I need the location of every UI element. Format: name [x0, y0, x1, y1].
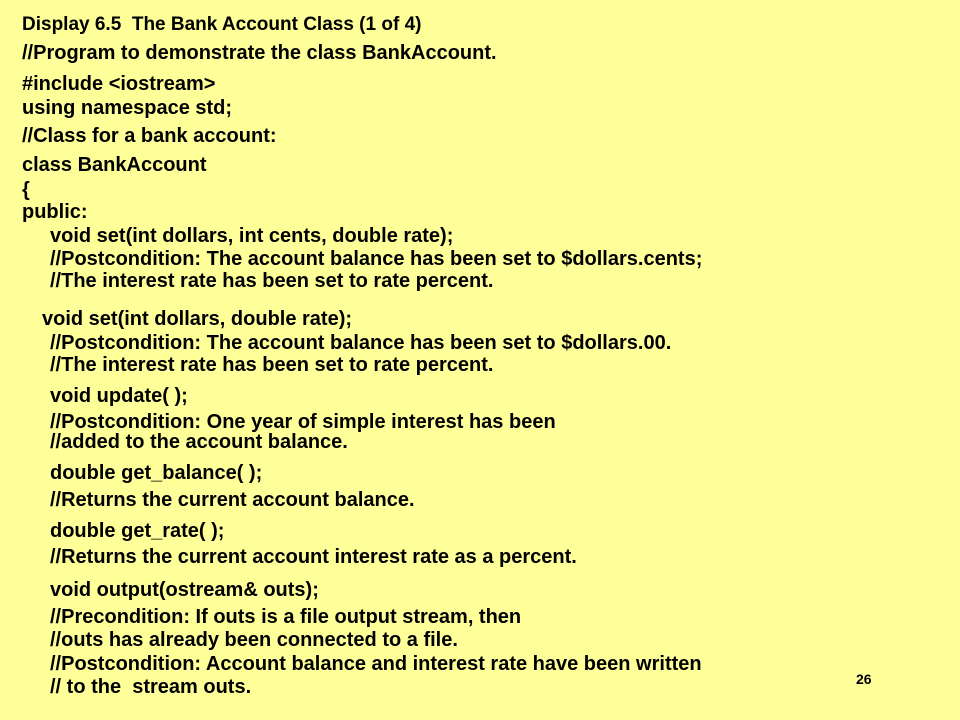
- code-method-decl: double get_balance( );: [50, 462, 263, 484]
- code-method-decl: void set(int dollars, double rate);: [42, 308, 353, 330]
- code-comment: //Class for a bank account:: [22, 125, 277, 147]
- code-comment: //added to the account balance.: [50, 431, 348, 453]
- code-public: public:: [22, 201, 88, 223]
- code-comment: //Postcondition: Account balance and interest rate have been written: [50, 653, 702, 675]
- page-number: 26: [856, 671, 872, 687]
- code-comment: //The interest rate has been set to rate percent.: [50, 354, 494, 376]
- code-comment: //outs has already been connected to a file.: [50, 629, 458, 651]
- code-using: using namespace std;: [22, 97, 233, 119]
- code-comment: //Postcondition: The account balance has been set to $dollars.00.: [50, 332, 672, 354]
- code-method-decl: void set(int dollars, int cents, double rate);: [50, 225, 454, 247]
- code-method-decl: void output(ostream& outs);: [50, 579, 319, 601]
- code-comment: //Postcondition: The account balance has been set to $dollars.cents;: [50, 248, 703, 270]
- code-brace: {: [22, 179, 30, 201]
- code-comment: //Precondition: If outs is a file output stream, then: [50, 606, 522, 628]
- code-class-decl: class BankAccount: [22, 154, 207, 176]
- code-comment: //Returns the current account balance.: [50, 489, 415, 511]
- slide-title: Display 6.5 The Bank Account Class (1 of 4): [22, 14, 422, 35]
- code-include: #include <iostream>: [22, 73, 216, 95]
- code-comment: //The interest rate has been set to rate percent.: [50, 270, 494, 292]
- code-method-decl: double get_rate( );: [50, 520, 225, 542]
- code-comment: //Postcondition: One year of simple interest has been: [50, 411, 556, 433]
- code-comment: //Returns the current account interest rate as a percent.: [50, 546, 577, 568]
- code-method-decl: void update( );: [50, 385, 188, 407]
- code-comment: // to the stream outs.: [50, 676, 252, 698]
- code-comment: //Program to demonstrate the class BankAccount.: [22, 42, 497, 64]
